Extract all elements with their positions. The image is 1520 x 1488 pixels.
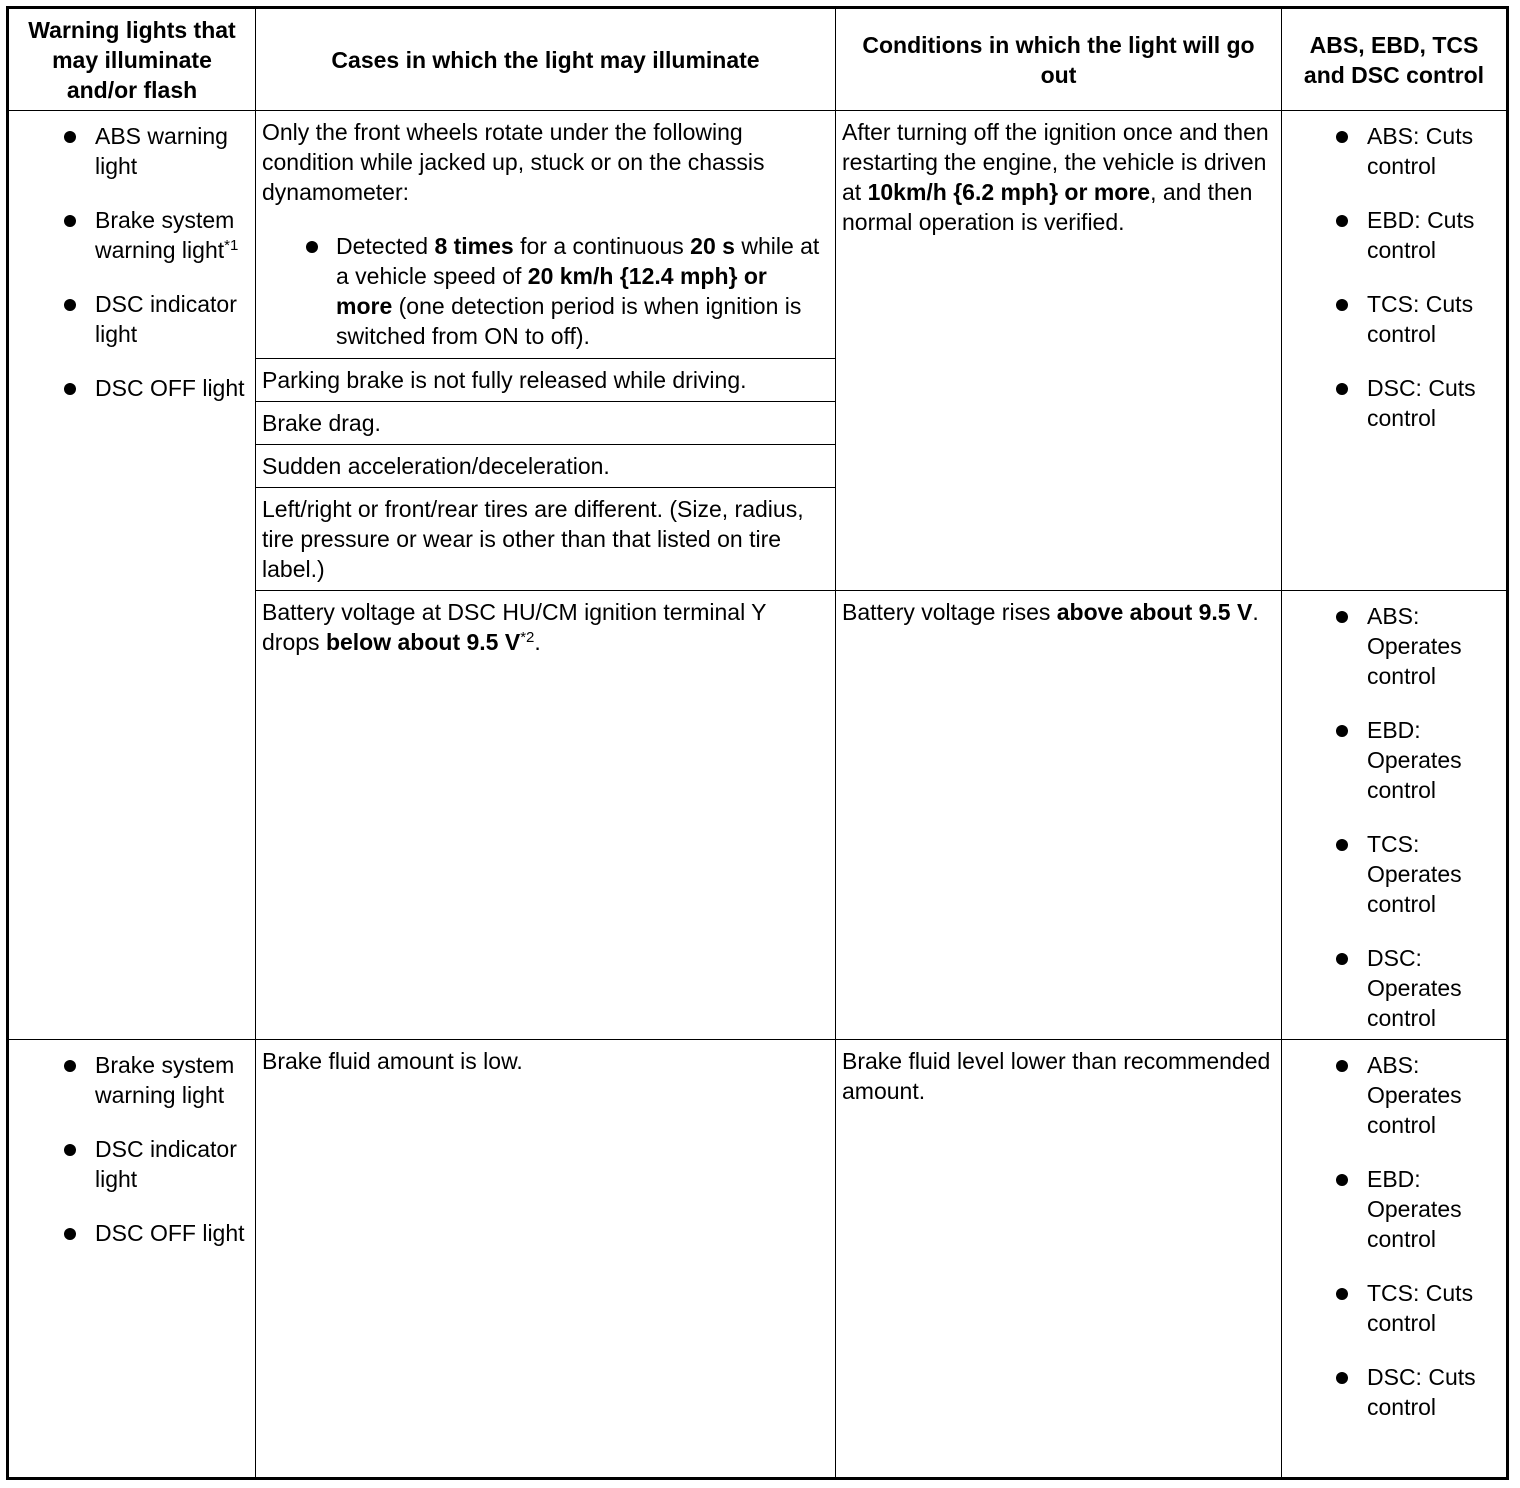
- group3-control-cell: [1282, 1040, 1508, 1479]
- group1-lights-list: [15, 121, 249, 403]
- group1-row1: [8, 111, 1508, 359]
- group2-case-cell: Battery voltage at DSC HU/CM ignition terminal Y drops below about 9.5 $V^{*2}$.: [256, 591, 836, 1040]
- list-item: TCS: Cuts control: [1288, 289, 1500, 349]
- footnote-marker: *1: [224, 237, 239, 254]
- list-item: EBD: Operates control: [1288, 1164, 1500, 1254]
- header-cases: Cases in which the light may illuminate: [256, 8, 836, 111]
- list-item: DSC OFF light: [15, 373, 249, 403]
- group3-lights-cell: [8, 1040, 256, 1479]
- list-item: TCS: Operates control: [1288, 829, 1500, 919]
- list-item: Brake system warning light$^{*1}$: [15, 205, 249, 265]
- group3-control-list: [1288, 1050, 1500, 1422]
- group3-condition-cell: Brake fluid level lower than recommended amount.: [836, 1040, 1282, 1479]
- group2-control-cell: [1282, 591, 1508, 1040]
- header-row: [8, 8, 1508, 111]
- footnote-marker: *2: [520, 629, 535, 646]
- group1-condition-cell: After turning off the ignition once and then restarting the engine, the vehicle is driven at 10km/h {6.2 mph} or more, and then normal operation is verified.: [836, 111, 1282, 591]
- list-item: DSC: Operates control: [1288, 943, 1500, 1033]
- list-item: Detected 8 times for a continuous 20 s while at a vehicle speed of 20 km/h {12.4 mph} or more (one detection period is when ignition is switched from ON to off).: [262, 231, 829, 351]
- list-item: EBD: Cuts control: [1288, 205, 1500, 265]
- list-item: EBD: Operates control: [1288, 715, 1500, 805]
- group2-control-list: [1288, 601, 1500, 1033]
- list-item: DSC OFF light: [15, 1218, 249, 1248]
- list-item: DSC: Cuts control: [1288, 373, 1500, 433]
- list-item: Brake system warning light: [15, 1050, 249, 1110]
- list-item: ABS warning light: [15, 121, 249, 181]
- group1-case1-bullets: [262, 231, 829, 351]
- list-item: DSC indicator light: [15, 289, 249, 349]
- group1-case5-cell: Left/right or front/rear tires are different. (Size, radius, tire pressure or wear is other than that listed on tire label.): [256, 488, 836, 591]
- group1-control-list: [1288, 121, 1500, 433]
- group1-case3-cell: Brake drag.: [256, 402, 836, 445]
- list-item: ABS: Cuts control: [1288, 121, 1500, 181]
- group3-case-cell: Brake fluid amount is low.: [256, 1040, 836, 1479]
- group1-control-cell: [1282, 111, 1508, 591]
- group3-row: [8, 1040, 1508, 1479]
- group3-lights-list: [15, 1050, 249, 1248]
- list-item: DSC: Cuts control: [1288, 1362, 1500, 1422]
- header-warning-lights: Warning lights that may illuminate and/or flash: [8, 8, 256, 111]
- group1-case4-cell: Sudden acceleration/deceleration.: [256, 445, 836, 488]
- group1-lights-cell: [8, 111, 256, 1040]
- list-item: DSC indicator light: [15, 1134, 249, 1194]
- header-control: ABS, EBD, TCS and DSC control: [1282, 8, 1508, 111]
- group2-condition-cell: Battery voltage rises above about 9.5 V.: [836, 591, 1282, 1040]
- list-item: ABS: Operates control: [1288, 1050, 1500, 1140]
- list-item: ABS: Operates control: [1288, 601, 1500, 691]
- list-item: TCS: Cuts control: [1288, 1278, 1500, 1338]
- warning-light-table: [6, 6, 1509, 1480]
- group1-case2-cell: Parking brake is not fully released while driving.: [256, 359, 836, 402]
- group1-case1-cell: Only the front wheels rotate under the following condition while jacked up, stuck or on the chassis dynamometer: Detected 8 times for a continuous 20 s while at a vehicle speed of 20 km/h {12.4 mph} or more (one detection period is when ignition is switched from ON to off).: [256, 111, 836, 359]
- header-conditions: Conditions in which the light will go out: [836, 8, 1282, 111]
